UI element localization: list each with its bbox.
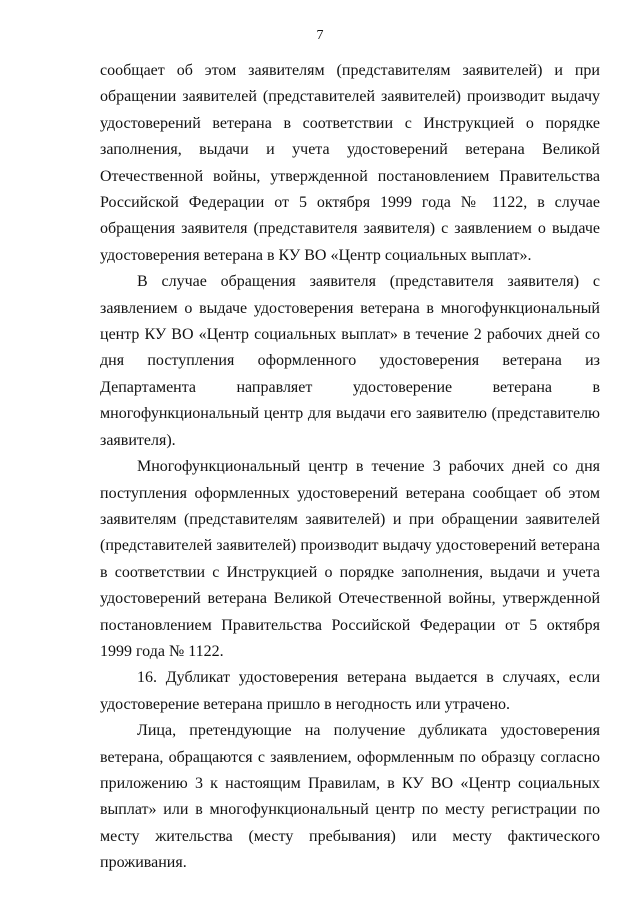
paragraph-duplicate-application: Лица, претендующие на получение дубликата удостоверения ветерана, обращаются с заявлением, оформленным по образцу согласно приложению 3 к настоящим Правилам, в КУ ВО «Центр социальных выплат» или в многофункциональный центр по месту регистрации по месту жительства (месту пребывания) или месту фактического проживания. — [100, 722, 600, 872]
paragraph-mfc-request: В случае обращения заявителя (представителя заявителя) с заявлением о выдаче удостоверения ветерана в многофункциональный центр КУ ВО «Центр социальных выплат» в течение 2 рабочих дней со дня поступления оформленного удостоверения ветерана из Департамента направляет удостоверение ветерана в многофункциональный центр для выдачи его заявителю (представителю заявителя). — [100, 273, 600, 449]
paragraph-continuation: сообщает об этом заявителям (представителям заявителей) и при обращении заявителей (представителей заявителей) производит выдачу удостоверений ветерана в соответствии с Инструкцией о порядке заполнения, выдачи и учета удостоверений ветерана Великой Отечественной войны, утвержденной постановлением Правительства Российской Федерации от 5 октября 1999 года № 1122, в случае обращения заявителя (представителя заявителя) с заявлением о выдаче удостоверения ветерана в КУ ВО «Центр социальных выплат». — [100, 62, 600, 264]
paragraph-duplicate-cases: 16. Дубликат удостоверения ветерана выдается в случаях, если удостоверение ветерана пришло в негодность или утрачено. — [100, 669, 600, 713]
paragraph-mfc-issuance: Многофункциональный центр в течение 3 рабочих дней со дня поступления оформленных удостоверений ветерана сообщает об этом заявителям (представителям заявителей) и при обращении заявителей (представителей заявителей) производит выдачу удостоверений ветерана в соответствии с Инструкцией о порядке заполнения, выдачи и учета удостоверений ветерана Великой Отечественной войны, утвержденной постановлением Правительства Российской Федерации от 5 октября 1999 года № 1122. — [100, 458, 600, 660]
page-number: 7 — [316, 28, 324, 43]
document-body — [100, 58, 600, 877]
